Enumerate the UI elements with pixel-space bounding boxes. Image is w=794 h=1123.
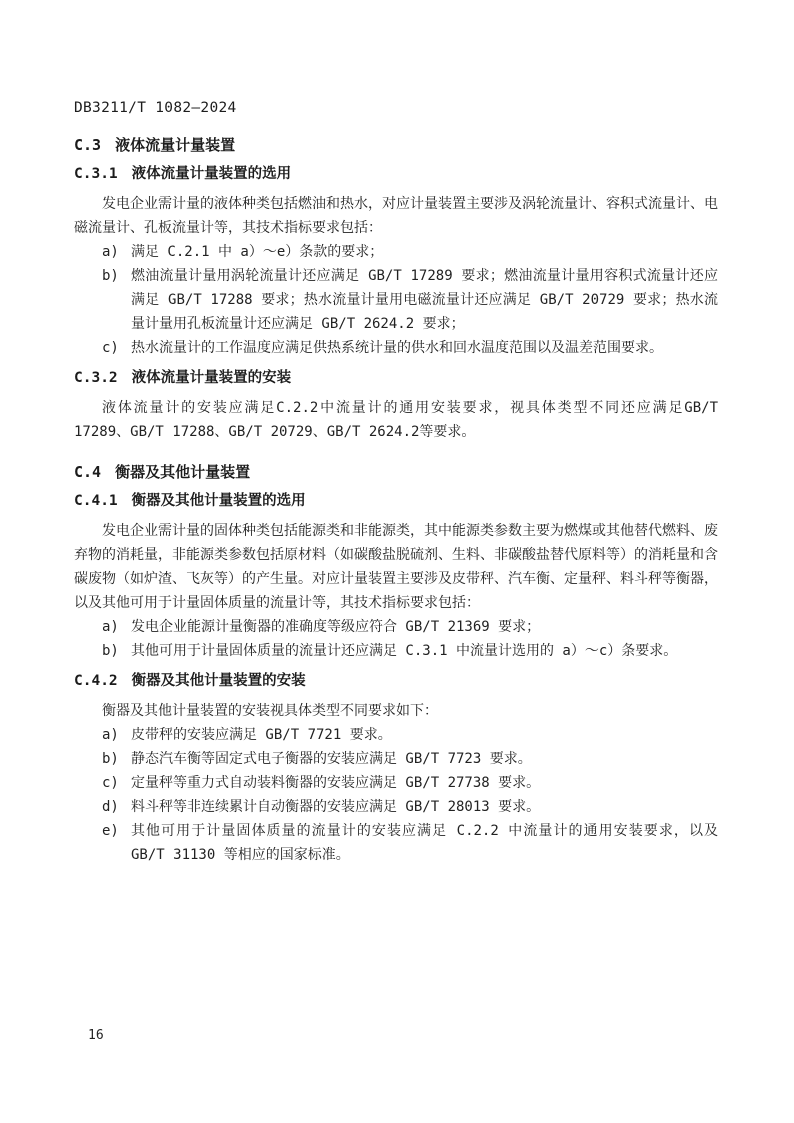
heading-c32 xyxy=(74,368,718,388)
heading-c32-title: 液体流量计量装置的安装 xyxy=(131,370,292,386)
list-item-text: 静态汽车衡等固定式电子衡器的安装应满足 GB/T 7723 要求。 xyxy=(131,751,532,767)
list-item xyxy=(74,819,718,867)
list-item-label: a) xyxy=(102,619,119,635)
list-item-label: c) xyxy=(102,775,119,791)
heading-c31-number: C.3.1 xyxy=(74,166,118,182)
list-item xyxy=(74,639,718,663)
list-item xyxy=(74,795,718,819)
heading-c41 xyxy=(74,491,718,511)
paragraph-c42-intro: 衡器及其他计量装置的安装视具体类型不同要求如下： xyxy=(102,703,438,719)
list-item-text: 热水流量计的工作温度应满足供热系统计量的供水和回水温度范围以及温差范围要求。 xyxy=(131,340,663,356)
list-item-label: a) xyxy=(102,244,119,260)
paragraph-c31-intro: 发电企业需计量的液体种类包括燃油和热水，对应计量装置主要涉及涡轮流量计、容积式流量计、电磁流量计、孔板流量计等，其技术指标要求包括： xyxy=(74,196,718,236)
page-number: 16 xyxy=(88,1028,104,1043)
list-item-label: b) xyxy=(102,643,119,659)
list-item-text: 其他可用于计量固体质量的流量计的安装应满足 C.2.2 中流量计的通用安装要求，以及 GB/T 31130 等相应的国家标准。 xyxy=(131,823,718,863)
list-c42 xyxy=(74,723,718,867)
heading-c41-title: 衡器及其他计量装置的选用 xyxy=(131,493,306,509)
heading-c3-title: 液体流量计量装置 xyxy=(115,137,236,154)
paragraph-c41-intro: 发电企业需计量的固体种类包括能源类和非能源类，其中能源类参数主要为燃煤或其他替代燃料、废弃物的消耗量，非能源类参数包括原材料（如碳酸盐脱硫剂、生料、非碳酸盐替代原料等）的消耗量和含碳废物（如炉渣、飞灰等）的产生量。对应计量装置主要涉及皮带秤、汽车衡、定量秤、料斗秤等衡器，以及其他可用于计量固体质量的流量计等，其技术指标要求包括： xyxy=(74,523,718,611)
list-item-label: b) xyxy=(102,751,119,767)
heading-c3 xyxy=(74,135,718,156)
list-item xyxy=(74,747,718,771)
heading-c42-number: C.4.2 xyxy=(74,673,118,689)
list-item-text: 发电企业能源计量衡器的准确度等级应符合 GB/T 21369 要求； xyxy=(131,619,541,635)
heading-c31-title: 液体流量计量装置的选用 xyxy=(131,166,292,182)
heading-c4-number: C.4 xyxy=(74,463,102,481)
heading-c42-title: 衡器及其他计量装置的安装 xyxy=(131,673,306,689)
list-item xyxy=(74,240,718,264)
list-item xyxy=(74,723,718,747)
doc-number: DB3211/T 1082—2024 xyxy=(74,100,237,116)
list-c31 xyxy=(74,240,718,360)
list-item-label: a) xyxy=(102,727,119,743)
heading-c41-number: C.4.1 xyxy=(74,493,118,509)
list-item xyxy=(74,615,718,639)
heading-c32-number: C.3.2 xyxy=(74,370,118,386)
list-item-text: 燃油流量计量用涡轮流量计还应满足 GB/T 17289 要求；燃油流量计量用容积式流量计还应满足 GB/T 17288 要求；热水流量计量用电磁流量计还应满足 GB/T 20729 要求；热水流量计量用孔板流量计还应满足 GB/T 2624.2 要求； xyxy=(131,268,718,332)
list-item-label: d) xyxy=(102,799,119,815)
paragraph-c32: 液体流量计的安装应满足C.2.2中流量计的通用安装要求，视具体类型不同还应满足GB/T 17289、GB/T 17288、GB/T 20729、GB/T 2624.2等要求。 xyxy=(74,400,718,440)
list-item xyxy=(74,771,718,795)
heading-c4-title: 衡器及其他计量装置 xyxy=(115,464,251,481)
list-c41 xyxy=(74,615,718,663)
list-item-text: 皮带秤的安装应满足 GB/T 7721 要求。 xyxy=(131,727,392,743)
list-item-text: 定量秤等重力式自动装料衡器的安装应满足 GB/T 27738 要求。 xyxy=(131,775,541,791)
heading-c3-number: C.3 xyxy=(74,136,102,154)
heading-c4 xyxy=(74,462,718,483)
list-item-text: 其他可用于计量固体质量的流量计还应满足 C.3.1 中流量计选用的 a）～c）条要求。 xyxy=(131,643,678,659)
list-item-text: 料斗秤等非连续累计自动衡器的安装应满足 GB/T 28013 要求。 xyxy=(131,799,541,815)
heading-c31 xyxy=(74,164,718,184)
list-item xyxy=(74,264,718,336)
list-item xyxy=(74,336,718,360)
list-item-label: b) xyxy=(102,268,119,284)
heading-c42 xyxy=(74,671,718,691)
list-item-text: 满足 C.2.1 中 a）～e）条款的要求； xyxy=(131,244,384,260)
list-item-label: c) xyxy=(102,340,119,356)
list-item-label: e) xyxy=(102,823,119,839)
